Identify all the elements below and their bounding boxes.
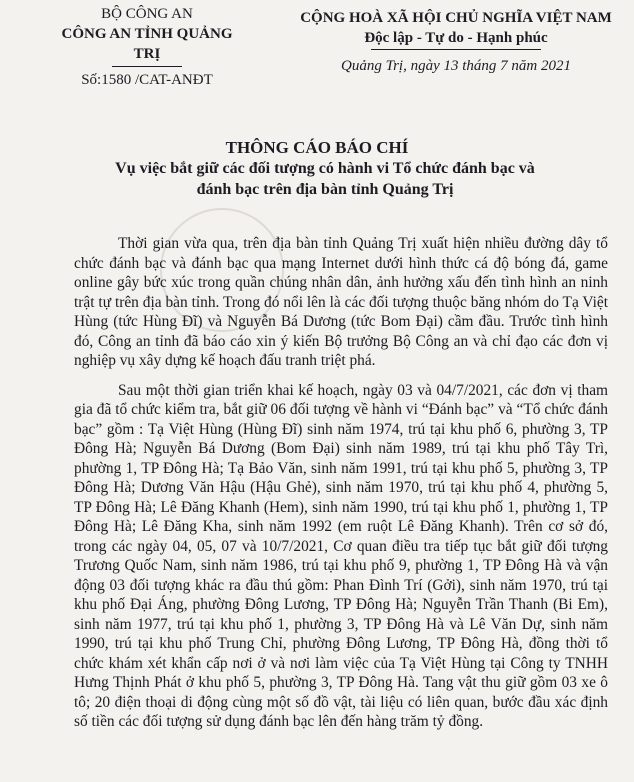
paragraph: Thời gian vừa qua, trên địa bàn tỉnh Quảng Trị xuất hiện nhiều đường dây tổ chức đánh bạc và đánh bạc qua mạng Internet dưới hình thức cá độ bóng đá, game online gây bức xúc trong quần chúng nhân dân, ảnh hưởng xấu đến tình hình an ninh trật tự trên địa bàn tỉnh. Trong đó nổi lên là các đối tượng thuộc băng nhóm do Tạ Việt Hùng (tức Hùng Đĩ) và Nguyễn Bá Dương (tức Bom Đại) cầm đầu. Trước tình hình đó, Công an tỉnh đã báo cáo xin ý kiến Bộ trưởng Bộ Công an và chỉ đạo các đơn vị nghiệp vụ xây dựng kế hoạch đấu tranh triệt phá. xyxy=(74,235,608,369)
header-left-underline xyxy=(112,66,182,67)
document-number: Số:1580 /CAT-ANĐT xyxy=(81,72,213,88)
national-header xyxy=(286,8,626,76)
motto-underline xyxy=(371,49,541,50)
agency-name: CÔNG AN TỈNH QUẢNG TRỊ xyxy=(61,26,233,62)
document-subtitle: Vụ việc bắt giữ các đối tượng có hành vi Tổ chức đánh bạc và đánh bạc trên địa bàn tỉnh Quảng Trị xyxy=(115,160,535,198)
national-motto: Độc lập - Tự do - Hạnh phúc xyxy=(364,30,548,46)
nation-name: CỘNG HOÀ XÃ HỘI CHỦ NGHĨA VIỆT NAM xyxy=(300,10,612,26)
document-title: THÔNG CÁO BÁO CHÍ xyxy=(225,138,409,157)
issuer-header xyxy=(52,4,242,90)
ministry-name: BỘ CÔNG AN xyxy=(101,6,193,22)
document-body xyxy=(74,234,608,742)
paragraph: Sau một thời gian triển khai kế hoạch, ngày 03 và 04/7/2021, các đơn vị tham gia đã tổ chức kiểm tra, bắt giữ 06 đối tượng về hành vi “Đánh bạc” và “Tổ chức đánh bạc” gồm : Tạ Việt Hùng (Hùng Đĩ) sinh năm 1974, trú tại khu phố 6, phường 3, TP Đông Hà; Nguyễn Bá Dương (Bom Đại) sinh năm 1989, trú tại khu phố Tây Trì, phường 1, TP Đông Hà; Tạ Bảo Văn, sinh năm 1991, trú tại khu phố 5, phường 3, TP Đông Hà; Dương Văn Hậu (Hậu Ghẻ), sinh năm 1970, trú tại khu phố 4, phường 5, TP Đông Hà; Lê Đăng Khanh (Hem), sinh năm 1990, trú tại khu phố 1, phường 1, TP Đông Hà; Lê Đăng Kha, sinh năm 1992 (em ruột Lê Đăng Khanh). Trên cơ sở đó, trong các ngày 04, 05, 07 và 10/7/2021, Cơ quan điều tra tiếp tục bắt giữ đối tượng Trương Quốc Nam, sinh năm 1986, trú tại khu phố 9, phường 1, TP Đông Hà và vận động 03 đối tượng khác ra đầu thú gồm: Phan Đình Trí (Gởi), sinh năm 1970, trú tại khu phố Đại Áng, phường Đông Lương, TP Đông Hà; Nguyễn Trần Thanh (Bi Em), sinh năm 1977, trú tại khu phố 1, phường 3, TP Đông Hà và Lê Văn Dự, sinh năm 1990, trú tại khu phố Trung Chỉ, phường Đông Lương, TP Đông Hà, đồng thời tổ chức khám xét khẩn cấp nơi ở và nơi làm việc của Tạ Việt Hùng tại Công ty TNHH Hưng Thịnh Phát ở khu phố 5, phường 3, TP Đông Hà. Tang vật thu giữ gồm 03 xe ô tô; 20 điện thoại di động cùng một số đồ vật, tài liệu có liên quan, bước đầu xác định số tiền các đối tượng sử dụng đánh bạc lên đến hàng trăm tỷ đồng. xyxy=(74,381,608,730)
document-date: Quảng Trị, ngày 13 tháng 7 năm 2021 xyxy=(340,58,571,74)
